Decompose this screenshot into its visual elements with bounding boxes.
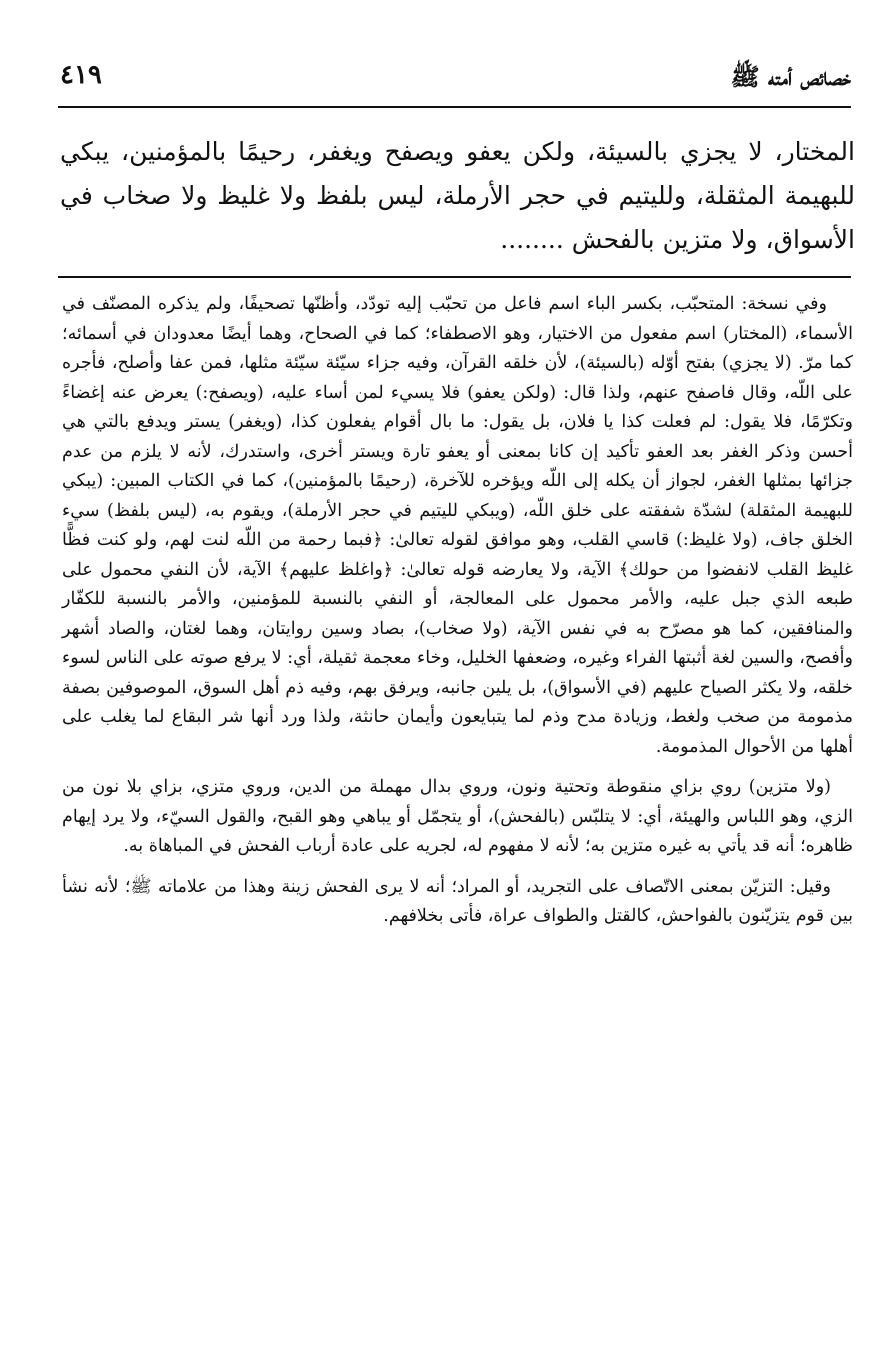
commentary-paragraph-2: (ولا متزين) روي بزاي منقوطة وتحتية ونون، وروي بدال مهملة من الدين، وروي متزي، بزاي بلا نون من الزي، وهو اللباس والهيئة، أي: لا يتلبّس (بالفحش)، أو يتجمّل أو يباهي وهو القبح، والقول السيّء، ولا يرد إيهام ظاهره؛ أنه قد يأتي به غيره متزين به؛ لأنه لا مفهوم له، لجريه على عادة أرباب الفحش في المباهاة به. bbox=[62, 777, 853, 856]
commentary-block bbox=[62, 290, 853, 943]
header-divider bbox=[58, 106, 851, 108]
hadith-text-block bbox=[60, 130, 855, 262]
page-number: ٤١٩ bbox=[60, 60, 102, 90]
running-title: خصائص أمته ﷺ bbox=[730, 62, 851, 91]
commentary-paragraph-3: وقيل: التزيّن بمعنى الاتّصاف على التجريد، أو المراد؛ أنه لا يرى الفحش زينة وهذا من علاماته ﷺ؛ لأنه نشأ بين قوم يتزيّنون بالفواحش، كالقتل والطواف عراة، فأتى بخلافهم. bbox=[62, 876, 853, 926]
page-header bbox=[60, 58, 851, 106]
ellipsis-dots: ........ bbox=[500, 225, 564, 254]
hadith-text: المختار، لا يجزي بالسيئة، ولكن يعفو ويصفح ويغفر، رحيمًا بالمؤمنين، يبكي للبهيمة المثقلة، ولليتيم في حجر الأرملة، ليس بلفظ ولا غليظ ولا صخاب في الأسواق، ولا متزين بالفحش bbox=[60, 137, 855, 254]
hadith-paragraph bbox=[60, 130, 855, 262]
commentary-paragraph-1: وفي نسخة: المتحبّب، بكسر الباء اسم فاعل من تحبّب إليه تودّد، وأظنّها تصحيفًا، ولم يذكره المصنّف في الأسماء، (المختار) اسم مفعول من الاختيار، وهو الاصطفاء؛ كما في الصحاح، وهما أيضًا معدودان في أسمائه؛ كما مرّ. (لا يجزي) بفتح أوّله (بالسيئة)، لأن خلقه القرآن، وفيه جزاء سيّئة سيّئة مثلها، فمن عفا وأصلح، فأجره على اللّه، وقال فاصفح عنهم، ولذا قال: (ولكن يعفو) فلا يسيء لمن أساء عليه، (ويصفح:) يعرض عنه إغضاءً وتكرّمًا، فلا يقول: لم فعلت كذا يا فلان، بل يقول: ما بال أقوام يفعلون كذا، (ويغفر) يستر ويدفع بالتي هي أحسن وذكر الغفر بعد العفو تأكيد إن كانا بمعنى أو يعفو تارة ويستر أخرى، واستدرك، لأنه لا يلزم من عدم جزائها بمثلها الغفر، لجواز أن يكله إلى اللّه ويؤخره للآخرة، (رحيمًا بالمؤمنين)، كما في الكتاب المبين: (يبكي للبهيمة المثقلة) لشدّة شفقته على خلق اللّه، (ويبكي لليتيم في حجر الأرملة)، ويقوم به، (ليس بلفظ) سيء الخلق جاف، (ولا غليظ:) قاسي القلب، وهو موافق لقوله تعالىٰ: ﴿فبما رحمة من اللّه لنت لهم، ولو كنت فظًّا غليظ القلب لانفضوا من حولك﴾ الآية، ولا يعارضه قوله تعالىٰ: ﴿واغلظ عليهم﴾ الآية، لأن النفي محمول على طبعه الذي جبل عليه، والأمر محمول على المعالجة، أو النفي بالنسبة للمؤمنين، والأمر بالنسبة للكفّار والمنافقين، كما هو مصرّح به في نفس الآية، (ولا صخاب)، بصاد وسين روايتان، وهما لغتان، والصاد أشهر وأفصح، والسين لغة أثبتها الفراء وغيره، وضعفها الخليل، وخاء معجمة ثقيلة، أي: لا يرفع صوته على الناس لسوء خلقه، ولا يكثر الصياح عليهم (في الأسواق)، بل يلين جانبه، ويرفق بهم، وفيه ذم أهل السوق، الموصوفين بصفة مذمومة من صخب ولغط، وزيادة مدح وذم لما يتبايعون وأيمان حانثة، ولذا ورد أنها شر البقاع لما يغلب على أهلها من الأحوال المذمومة. bbox=[62, 294, 853, 757]
section-divider bbox=[58, 276, 851, 278]
